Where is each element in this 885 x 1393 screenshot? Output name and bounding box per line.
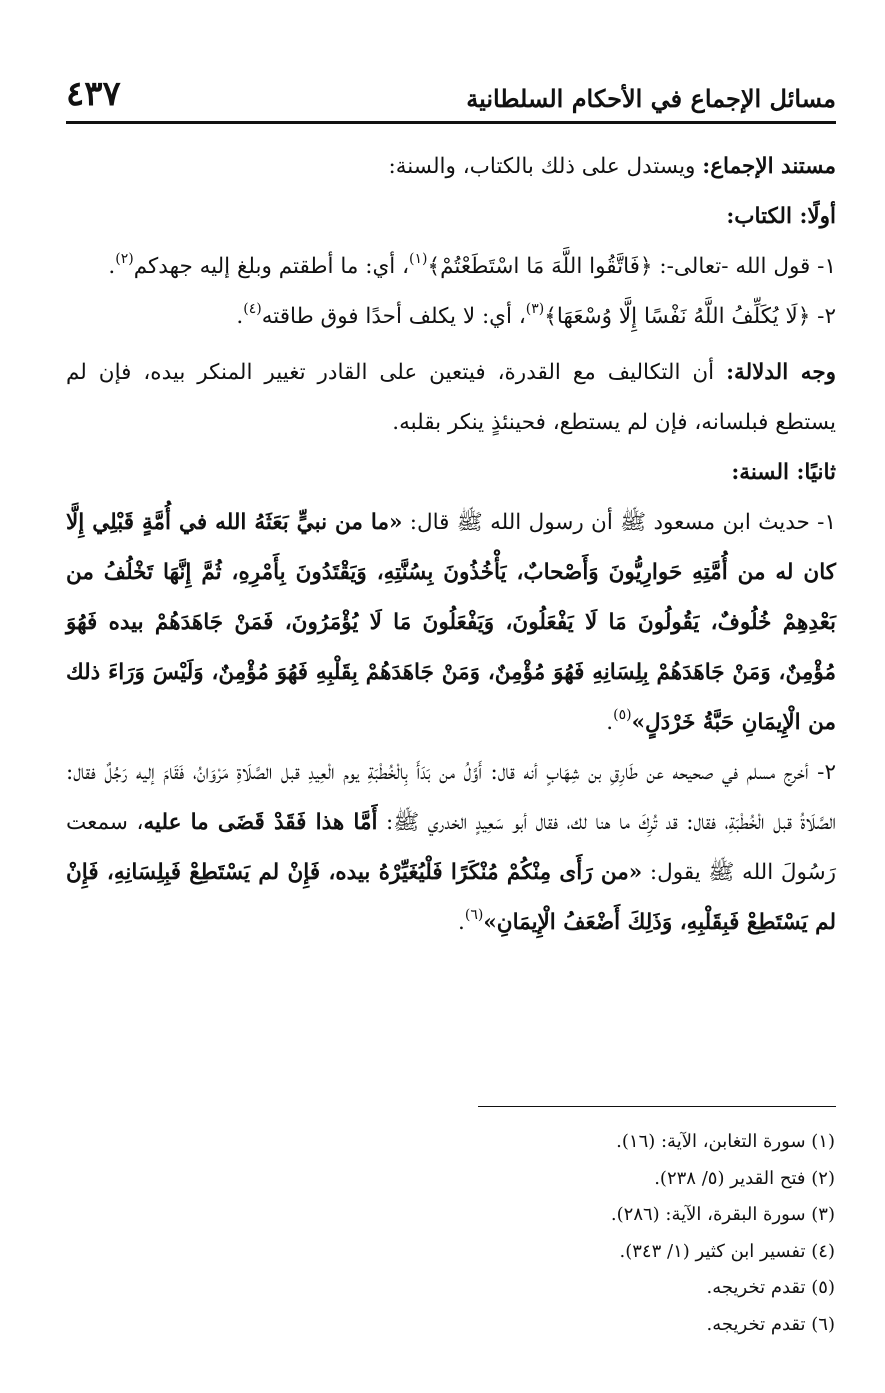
footnote-separator: [478, 1106, 836, 1107]
inference-text: أن التكاليف مع القدرة، فيتعين على القادر تغيير المنكر بيده، فإن لم يستطع فبلسانه، فإن لم يستطع، فحينئذٍ ينكر بقلبه.: [66, 360, 836, 435]
hadith-1-text: «ما من نبيٍّ بَعَثَهُ الله في أُمَّةٍ قَبْلِي إِلَّا كان له من أُمَّتِهِ حَوارِيُّونَ وَأَصْحابٌ، يَأْخُذُونَ بِسُنَّتِهِ، وَيَقْتَدُونَ بِأَمْرِهِ، ثُمَّ إِنَّهَا تَخْلُفُ من بَعْدِهِمْ خُلُوفٌ، يَقُولُونَ مَا لَا يَفْعَلُونَ، وَيَفْعَلُونَ مَا لَا يُؤْمَرُونَ، فَمَنْ جَاهَدَهُمْ بيده فَهُوَ مُؤْمِنٌ، وَمَنْ جَاهَدَهُمْ بِلِسَانِهِ فَهُوَ مُؤْمِنٌ، وَمَنْ جَاهَدَهُمْ بِقَلْبِهِ فَهُوَ مُؤْمِنٌ، وَلَيْسَ وَرَاءَ ذلك من الْإِيمَانِ حَبَّةُ خَرْدَلٍ»: [66, 510, 836, 735]
paragraph-hadith-1: [66, 498, 836, 748]
header-rule: [66, 121, 836, 124]
verse-1-text: ﴿فَاتَّقُوا اللَّهَ مَا اسْتَطَعْتُمْ﴾: [427, 254, 653, 279]
paragraph-inference: [66, 348, 836, 448]
paragraph-hadith-2: [66, 748, 836, 948]
verse-2-text: ﴿لَا يُكَلِّفُ اللَّهُ نَفْسًا إِلَّا وُسْعَهَا﴾: [544, 304, 811, 329]
heading-sunnah-text: ثانيًا: السنة:: [731, 460, 836, 485]
footnote-ref-3: (٣): [525, 301, 545, 317]
main-text: [66, 142, 836, 948]
heading-quran-text: أولًا: الكتاب:: [726, 204, 836, 229]
hadith-2-bold: أَمَّا هذا فَقَدْ قَضَى ما عليه: [143, 810, 378, 835]
footnote-ref-6: (٦): [464, 907, 484, 923]
footnote-6: (٦) تقدم تخريجه.: [706, 1313, 835, 1335]
inference-label: وجه الدلالة:: [726, 360, 836, 385]
footnote-1: (١) سورة التغابن، الآية: (١٦).: [616, 1131, 835, 1152]
verse-2-number: ٢-: [810, 304, 836, 329]
basis-text: ويستدل على ذلك بالكتاب، والسنة:: [388, 154, 703, 179]
hadith-2-text: «من رَأَى مِنْكُمْ مُنْكَرًا فَلْيُغَيِّرْهُ بيده، فَإِنْ لم يَسْتَطِعْ فَبِلِسَانِهِ، فَإِنْ لم يَسْتَطِعْ فَبِقَلْبِهِ، وَذَلِكَ أَضْعَفُ الْإِيمَانِ»: [66, 860, 836, 935]
hadith-1-intro: ١- حديث ابن مسعود ﷺ أن رسول الله ﷺ قال:: [402, 510, 837, 535]
page-header: [66, 70, 836, 120]
hadith-1-end: .: [606, 710, 614, 735]
heading-quran: [66, 192, 836, 242]
footnotes: [335, 1124, 835, 1343]
verse-1-intro: ١- قول الله -تعالى-:: [652, 254, 836, 279]
hadith-2-end: .: [458, 910, 465, 935]
verse-1-end: .: [108, 254, 116, 279]
footnote-5: (٥) تقدم تخريجه.: [706, 1277, 835, 1298]
hadith-2-mid: ، سمعت رَسُولَ الله ﷺ يقول:: [66, 810, 836, 885]
footnote-ref-1: (١): [409, 251, 428, 267]
heading-sunnah: [66, 448, 836, 498]
paragraph-verse-1: [66, 242, 836, 292]
footnote-ref-4: (٤): [243, 301, 262, 317]
footnote-4: (٤) تفسير ابن كثير (١/ ٣٤٣).: [619, 1240, 835, 1262]
verse-1-explanation: ، أي: ما أطقتم وبلغ إليه جهدكم: [133, 254, 410, 279]
page-number: ٤٣٧: [66, 74, 121, 114]
footnote-3: (٣) سورة البقرة، الآية: (٢٨٦).: [610, 1204, 835, 1225]
footnote-2: (٢) فتح القدير (٥/ ٢٣٨).: [654, 1167, 835, 1189]
running-title: مسائل الإجماع في الأحكام السلطانية: [466, 84, 836, 113]
verse-2-explanation: ، أي: لا يكلف أحدًا فوق طاقته: [261, 304, 526, 329]
paragraph-verse-2: [66, 292, 836, 342]
footnote-ref-2: (٢): [115, 251, 134, 267]
hadith-2-intro: ٢- أخرج مسلم في صحيحه عن طَارِقِ بن شِهَابٍ أنه قال: أَوَّلُ من بَدَأَ بِالْخُطْبَةِ يوم الْعِيدِ قبل الصَّلَاةِ مَرْوَانُ، فَقَامَ إليه رَجُلٌ فقال: الصَّلَاةُ قبل الْخُطْبَةِ، فقال: قد تُرِكَ ما هنا لك، فقال أبو سَعِيدٍ الخدري ﷺ:: [66, 760, 837, 835]
footnote-ref-5: (٥): [613, 707, 632, 723]
basis-label: مستند الإجماع:: [702, 154, 836, 179]
verse-2-end: .: [236, 304, 244, 329]
paragraph-basis: [66, 142, 836, 192]
